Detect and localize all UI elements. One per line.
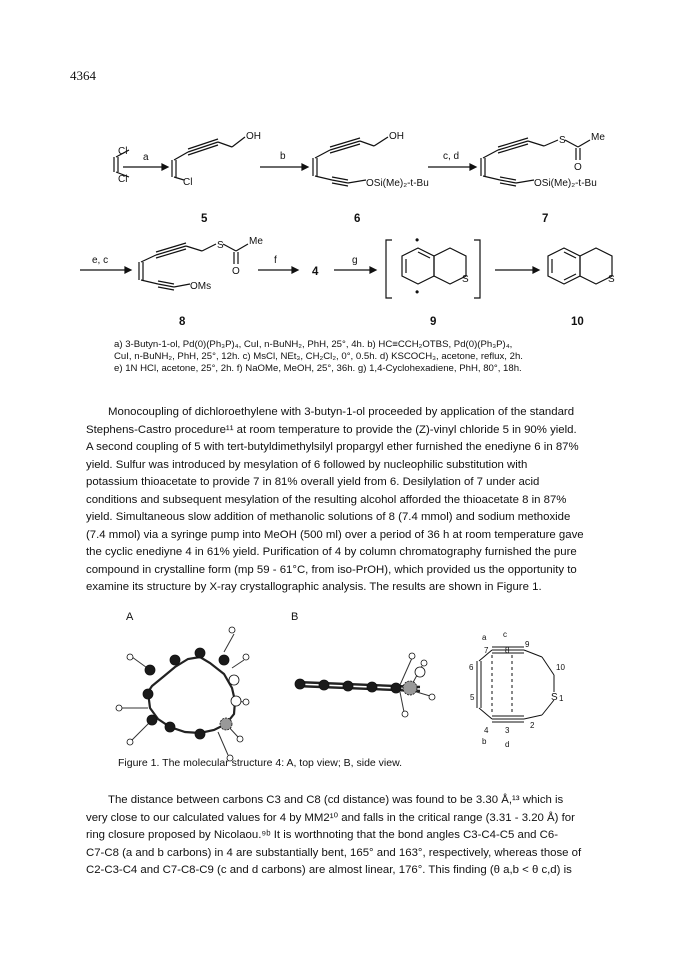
compound-number-6: 6 bbox=[354, 213, 361, 225]
label-a: a bbox=[482, 633, 487, 642]
text-line: examine its structure by X-ray crystallographic analysis. The results are shown in Figure 1. bbox=[86, 581, 542, 593]
radical-dot: • bbox=[415, 233, 420, 247]
body-paragraph-2 bbox=[86, 792, 612, 880]
s-label: S bbox=[608, 274, 615, 285]
text-line: conditions and subsequent mesylation of the resulting alcohol afforded the thioacetate 8 in 87% bbox=[86, 493, 567, 506]
text-line: yield. Sulfur was introduced by mesylation of 6 followed by nucleophilic substitution with bbox=[86, 458, 528, 471]
compound-number-9: 9 bbox=[430, 316, 437, 328]
label-5: 5 bbox=[470, 693, 475, 702]
text-line: A second coupling of 5 with tert-butyldimethylsilyl propargyl ether furnished the enediyne 6 in 87% bbox=[86, 441, 579, 453]
reagent-label-f: f bbox=[274, 255, 277, 266]
panel-a-molecule bbox=[116, 627, 249, 761]
me-label: Me bbox=[249, 236, 263, 247]
body-paragraph-1 bbox=[86, 404, 612, 597]
text-line: (7.4 mmol) via a syringe pump into MeOH (500 ml) over a period of 36 h at room temperature gave bbox=[86, 528, 584, 541]
label-4: 4 bbox=[484, 726, 489, 735]
label-2: 2 bbox=[530, 721, 535, 730]
oh-label: OH bbox=[389, 131, 404, 142]
page-number: 4364 bbox=[70, 68, 96, 83]
cl-label: Cl bbox=[118, 174, 128, 185]
s-label: S bbox=[559, 135, 566, 146]
compound-number-10: 10 bbox=[571, 316, 584, 328]
label-3: 3 bbox=[505, 726, 510, 735]
label-10: 10 bbox=[556, 663, 565, 672]
label-1: 1 bbox=[559, 694, 564, 703]
me-label: Me bbox=[591, 132, 605, 143]
label-9: 9 bbox=[525, 640, 530, 649]
s-label: S bbox=[462, 274, 469, 285]
panel-a-label: A bbox=[126, 611, 134, 623]
panel-b-molecule bbox=[295, 653, 435, 717]
conditions-line: a) 3-Butyn-1-ol, Pd(0)(Ph₃P)₄, CuI, n-BuNH₂, PhH, 25°, 4h. b) HC≡CCH₂OTBS, Pd(0)(Ph₃P)₄, bbox=[114, 339, 513, 350]
text-line: potassium thioacetate to provide 7 in 81% overall yield from 6. Desilylation of 7 under acid bbox=[86, 476, 540, 488]
compound-10-structure bbox=[548, 248, 612, 284]
label-7: 7 bbox=[484, 646, 489, 655]
figure-1 bbox=[0, 600, 695, 770]
reagent-label-g: g bbox=[352, 255, 358, 266]
text-line: The distance between carbons C3 and C8 (cd distance) was found to be 3.30 Å,¹³ which is bbox=[108, 794, 564, 806]
text-line: Monocoupling of dichloroethylene with 3-butyn-1-ol proceeded by application of the standard bbox=[108, 406, 575, 418]
cl-label: Cl bbox=[183, 177, 193, 188]
numbered-ring-diagram bbox=[477, 647, 554, 722]
text-line: ring closure proposed by Nicolaou.⁹ᵇ It is worthnoting that the bond angles C3-C4-C5 and C6- bbox=[86, 829, 559, 841]
compound-9-structure bbox=[386, 240, 480, 298]
o-label: O bbox=[232, 266, 240, 277]
reagent-label-a: a bbox=[143, 152, 149, 163]
synthesis-scheme bbox=[0, 0, 695, 330]
text-line: compound in crystalline form (mp 59 - 61°C, from iso-PrOH), which provided us the opportunity to bbox=[86, 563, 577, 576]
compound-5-structure bbox=[172, 137, 245, 180]
text-line: yield. Simultaneous slow addition of methanolic solutions of 8 (7.4 mmol) and sodium methoxide bbox=[86, 511, 571, 523]
reagent-label-cd: c, d bbox=[443, 151, 460, 162]
label-8: 8 bbox=[505, 646, 510, 655]
cl-label: Cl bbox=[118, 146, 128, 157]
text-line: C2-C3-C4 and C7-C8-C9 (c and d carbons) are almost linear, 176°. This finding (θ a,b < θ c,d) is bbox=[86, 864, 572, 876]
compound-number-8: 8 bbox=[179, 316, 186, 328]
reaction-conditions bbox=[114, 339, 634, 376]
label-s: S bbox=[551, 692, 558, 703]
oms-label: OMs bbox=[190, 281, 212, 292]
otbs-label: OSi(Me)₂-t-Bu bbox=[366, 178, 429, 189]
otbs-label: OSi(Me)₂-t-Bu bbox=[534, 178, 597, 189]
conditions-line: CuI, n-BuNH₂, PhH, 25°, 12h. c) MsCl, NEt₃, CH₂Cl₂, 0°, 0.5h. d) KSCOCH₃, acetone, reflux, 2h. bbox=[114, 351, 523, 363]
s-label: S bbox=[217, 240, 224, 251]
text-line: very close to our calculated values for 4 by MM2¹⁰ and falls in the critical range (3.31 - 3.20 Å) for bbox=[86, 811, 575, 824]
compound-number-7: 7 bbox=[542, 213, 549, 225]
label-b: b bbox=[482, 737, 487, 746]
text-line: C7-C8 (a and b carbons) in 4 are substantially bent, 165° and 163°, respectively, whereas those of bbox=[86, 846, 582, 859]
text-line: the cyclic enediyne 4 in 61% yield. Purification of 4 by column chromatography furnished the pure bbox=[86, 546, 577, 558]
radical-dot: • bbox=[415, 285, 420, 299]
text-line: Stephens-Castro procedure¹¹ at room temperature to provide the (Z)-vinyl chloride 5 in 90% yield. bbox=[86, 423, 577, 436]
oh-label: OH bbox=[246, 131, 261, 142]
compound-number-5: 5 bbox=[201, 213, 208, 225]
figure-caption: Figure 1. The molecular structure 4: A, top view; B, side view. bbox=[118, 757, 403, 769]
o-label: O bbox=[574, 162, 582, 173]
reagent-label-ec: e, c bbox=[92, 255, 109, 266]
panel-b-label: B bbox=[291, 611, 299, 623]
label-c: c bbox=[503, 630, 507, 639]
compound-number-4: 4 bbox=[312, 266, 319, 278]
label-d: d bbox=[505, 740, 510, 749]
label-6: 6 bbox=[469, 663, 474, 672]
reagent-label-b: b bbox=[280, 151, 286, 162]
conditions-line: e) 1N HCl, acetone, 25°, 2h. f) NaOMe, MeOH, 25°, 36h. g) 1,4-Cyclohexadiene, PhH, 80°, 18h. bbox=[114, 363, 522, 375]
